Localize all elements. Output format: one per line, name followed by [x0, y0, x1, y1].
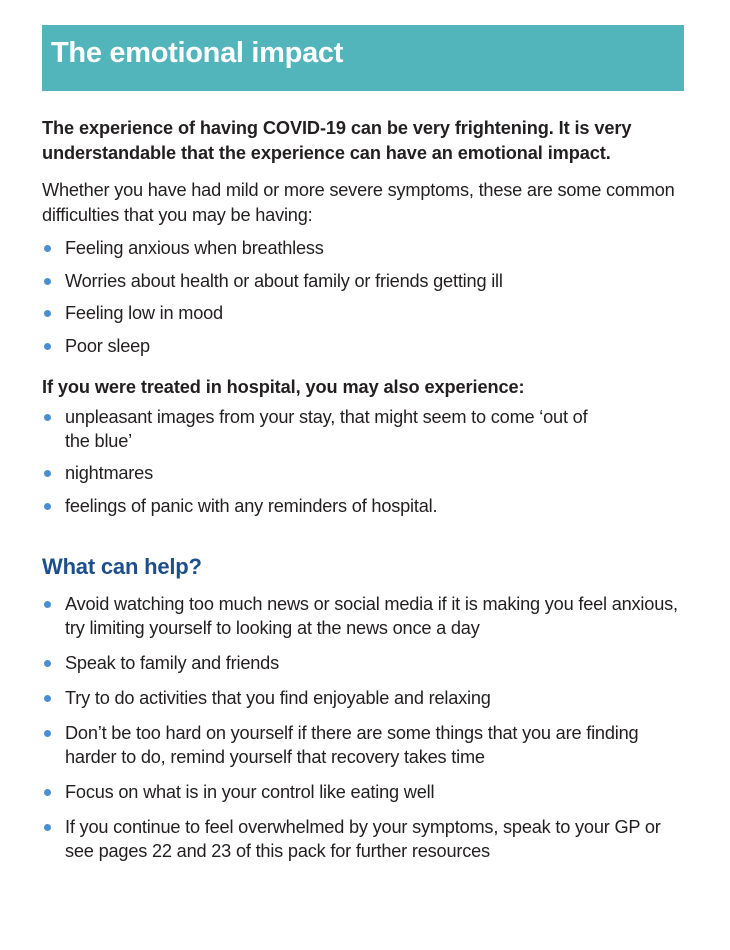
list-item — [42, 592, 684, 640]
list-item-text: Don’t be too hard on yourself if there are some things that you are finding harder to do, remind yourself that recovery takes time — [65, 722, 639, 767]
document-page — [42, 25, 684, 874]
list-item — [42, 405, 684, 453]
list-item — [42, 815, 684, 863]
list-item-text: Avoid watching too much news or social media if it is making you feel anxious, try limiting yourself to looking at the news once a day — [65, 593, 678, 638]
bullet-dot-icon — [44, 824, 51, 831]
list-item-text: Feeling anxious when breathless — [65, 238, 324, 258]
bullet-dot-icon — [44, 245, 51, 252]
list-item — [42, 780, 684, 804]
list-item-text: Speak to family and friends — [65, 652, 279, 673]
intro-paragraph: Whether you have had mild or more severe symptoms, these are some common difficulties that you may be having: — [42, 180, 675, 225]
page-title: The emotional impact — [51, 36, 344, 69]
bullet-dot-icon — [44, 789, 51, 796]
bullet-dot-icon — [44, 503, 51, 510]
hospital-experience-list — [42, 405, 684, 518]
list-item-text: nightmares — [65, 463, 153, 483]
list-item — [42, 721, 684, 769]
bullet-dot-icon — [44, 278, 51, 285]
common-difficulties-list — [42, 236, 684, 358]
section-banner — [42, 25, 684, 91]
bullet-dot-icon — [44, 470, 51, 477]
bullet-dot-icon — [44, 695, 51, 702]
bullet-dot-icon — [44, 414, 51, 421]
hospital-subheading: If you were treated in hospital, you may also experience: — [42, 376, 525, 397]
list-item — [42, 494, 684, 518]
bullet-dot-icon — [44, 730, 51, 737]
list-item — [42, 334, 684, 358]
list-item — [42, 651, 684, 675]
what-can-help-list — [42, 592, 684, 863]
list-item-text: unpleasant images from your stay, that might seem to come ‘out of the blue’ — [65, 406, 588, 451]
list-item-text: Try to do activities that you find enjoyable and relaxing — [65, 687, 491, 708]
list-item-text: Feeling low in mood — [65, 303, 223, 323]
list-item-text: Poor sleep — [65, 335, 150, 356]
list-item-text: feelings of panic with any reminders of hospital. — [65, 495, 438, 516]
list-item-text: If you continue to feel overwhelmed by your symptoms, speak to your GP or see pages 22 and 23 of this pack for further resources — [65, 816, 661, 861]
bullet-dot-icon — [44, 343, 51, 350]
list-item — [42, 269, 684, 293]
list-item-text: Worries about health or about family or friends getting ill — [65, 270, 503, 291]
list-item — [42, 461, 684, 485]
list-item-text: Focus on what is in your control like eating well — [65, 781, 435, 802]
list-item — [42, 686, 684, 710]
list-item — [42, 236, 684, 260]
intro-lead: The experience of having COVID-19 can be very frightening. It is very understandable that the experience can have an emotional impact. — [42, 118, 632, 163]
bullet-dot-icon — [44, 310, 51, 317]
bullet-dot-icon — [44, 660, 51, 667]
list-item — [42, 301, 684, 325]
what-can-help-heading: What can help? — [42, 553, 202, 579]
bullet-dot-icon — [44, 601, 51, 608]
